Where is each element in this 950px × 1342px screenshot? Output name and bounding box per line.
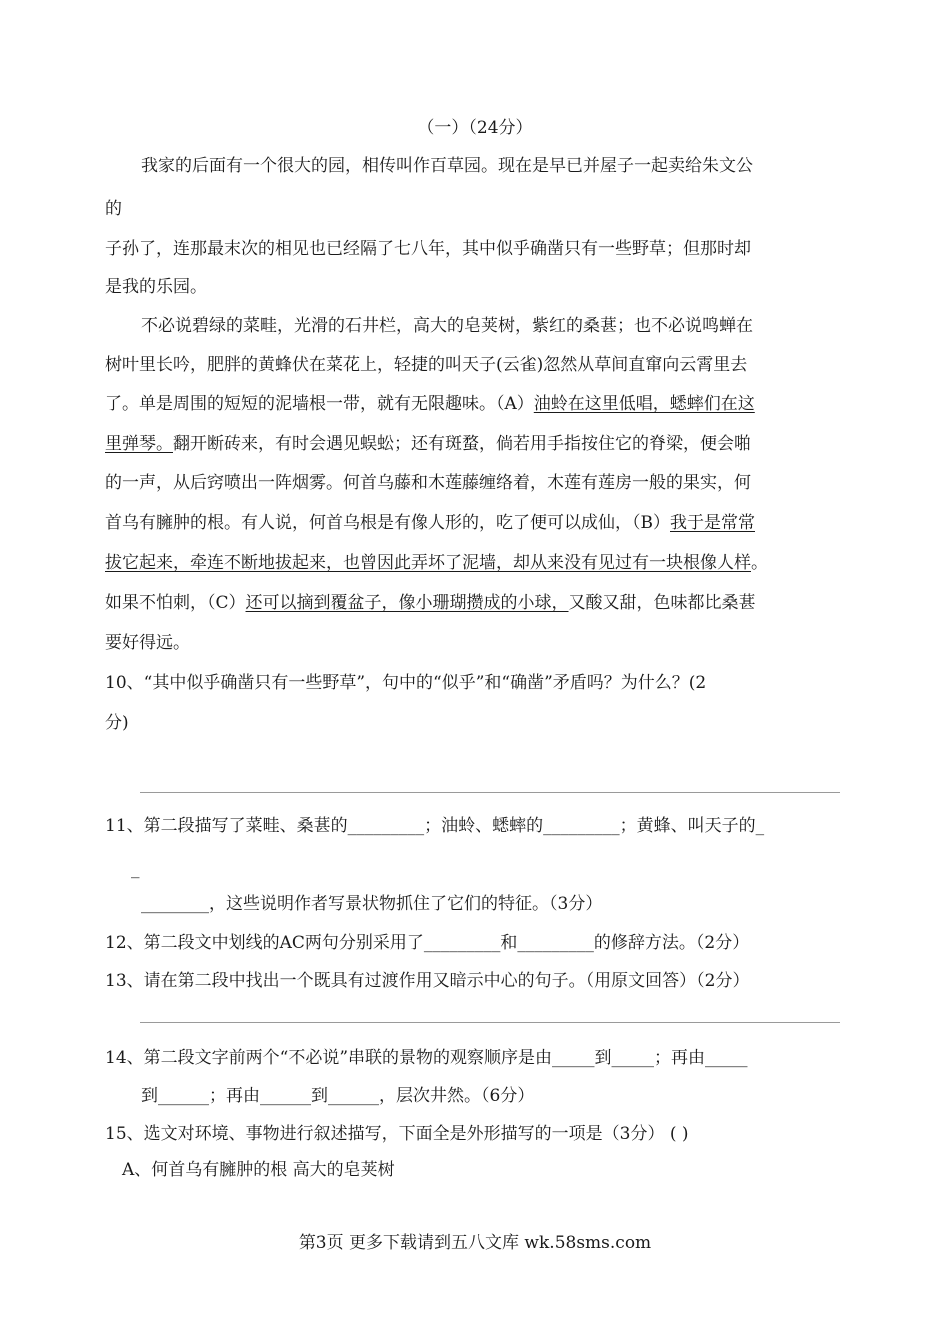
question-14: 到______；再由______到______，层次井然。（6分）	[141, 1086, 535, 1106]
passage-text: 了。单是周围的短短的泥墙根一带，就有无限趣味。（A）	[105, 394, 534, 414]
passage-text: 。	[751, 553, 768, 573]
question-15: 15、选文对环境、事物进行叙述描写，下面全是外形描写的一项是（3分） ( )	[105, 1124, 689, 1144]
passage-line	[105, 393, 755, 415]
passage-line: 子孙了，连那最末次的相见也已经隔了七八年，其中似乎确凿只有一些野草；但那时却	[105, 239, 751, 259]
question-11: _	[131, 859, 140, 879]
underlined-sentence-c: 还可以摘到覆盆子，像小珊瑚攒成的小球，	[245, 593, 569, 613]
passage-line	[105, 512, 755, 534]
passage-line	[105, 552, 768, 574]
underlined-sentence-a: 油蛉在这里低唱，蟋蟀们在这	[533, 394, 755, 414]
question-11: ________，这些说明作者写景状物抓住了它们的特征。（3分）	[141, 894, 603, 914]
answer-line	[140, 1022, 840, 1023]
passage-line: 不必说碧绿的菜畦，光滑的石井栏，高大的皂荚树，紫红的桑葚；也不必说鸣蝉在	[141, 316, 753, 336]
passage-text: 又酸又甜，色味都比桑葚	[568, 593, 756, 613]
passage-text: 首乌有臃肿的根。有人说，何首乌根是有像人形的，吃了便可以成仙，（B）	[105, 513, 670, 533]
question-12: 12、第二段文中划线的AC两句分别采用了_________和_________的修辞方法。（2分）	[105, 933, 750, 953]
passage-line: 我家的后面有一个很大的园，相传叫作百草园。现在是早已并屋子一起卖给朱文公	[141, 156, 753, 176]
question-13: 13、请在第二段中找出一个既具有过渡作用又暗示中心的句子。（用原文回答）（2分）	[105, 971, 750, 991]
question-14: 14、第二段文字前两个“不必说”串联的景物的观察顺序是由_____到_____；再由_____	[105, 1048, 748, 1068]
question-15-option-a: A、何首乌有臃肿的根 高大的皂荚树	[122, 1160, 395, 1180]
passage-text: 如果不怕刺，（C）	[105, 593, 246, 613]
page-footer: 第3页 更多下载请到五八文库 wk.58sms.com	[298, 1233, 652, 1253]
passage-text: 翻开断砖来，有时会遇见蜈蚣；还有斑蝥，倘若用手指按住它的脊梁，便会啪	[173, 434, 751, 454]
passage-line	[105, 433, 751, 455]
passage-line: 要好得远。	[105, 633, 190, 653]
question-10: 10、“其中似乎确凿只有一些野草”，句中的“似乎”和“确凿”矛盾吗？为什么？(2	[105, 673, 707, 693]
underlined-sentence-a: 里弹琴。	[105, 434, 173, 454]
underlined-sentence-b: 我于是常常	[670, 513, 755, 533]
underlined-sentence-b: 拔它起来，牵连不断地拔起来，也曾因此弄坏了泥墙，却从来没有见过有一块根像人样	[105, 553, 751, 573]
question-11: 11、第二段描写了菜畦、桑葚的_________；油蛉、蟋蟀的_________；黄蜂、叫天子的_	[105, 816, 765, 836]
passage-line: 是我的乐园。	[105, 277, 207, 297]
passage-line	[105, 592, 756, 614]
passage-line: 树叶里长吟，肥胖的黄蜂伏在菜花上，轻捷的叫天子(云雀)忽然从草间直窜向云霄里去	[105, 355, 748, 375]
passage-line: 的一声，从后窍喷出一阵烟雾。何首乌藤和木莲藤缠络着，木莲有莲房一般的果实，何	[105, 473, 751, 493]
question-10: 分)	[105, 713, 129, 733]
section-title: （一）（24分）	[417, 118, 533, 138]
answer-line	[140, 792, 840, 793]
passage-line: 的	[105, 199, 122, 219]
